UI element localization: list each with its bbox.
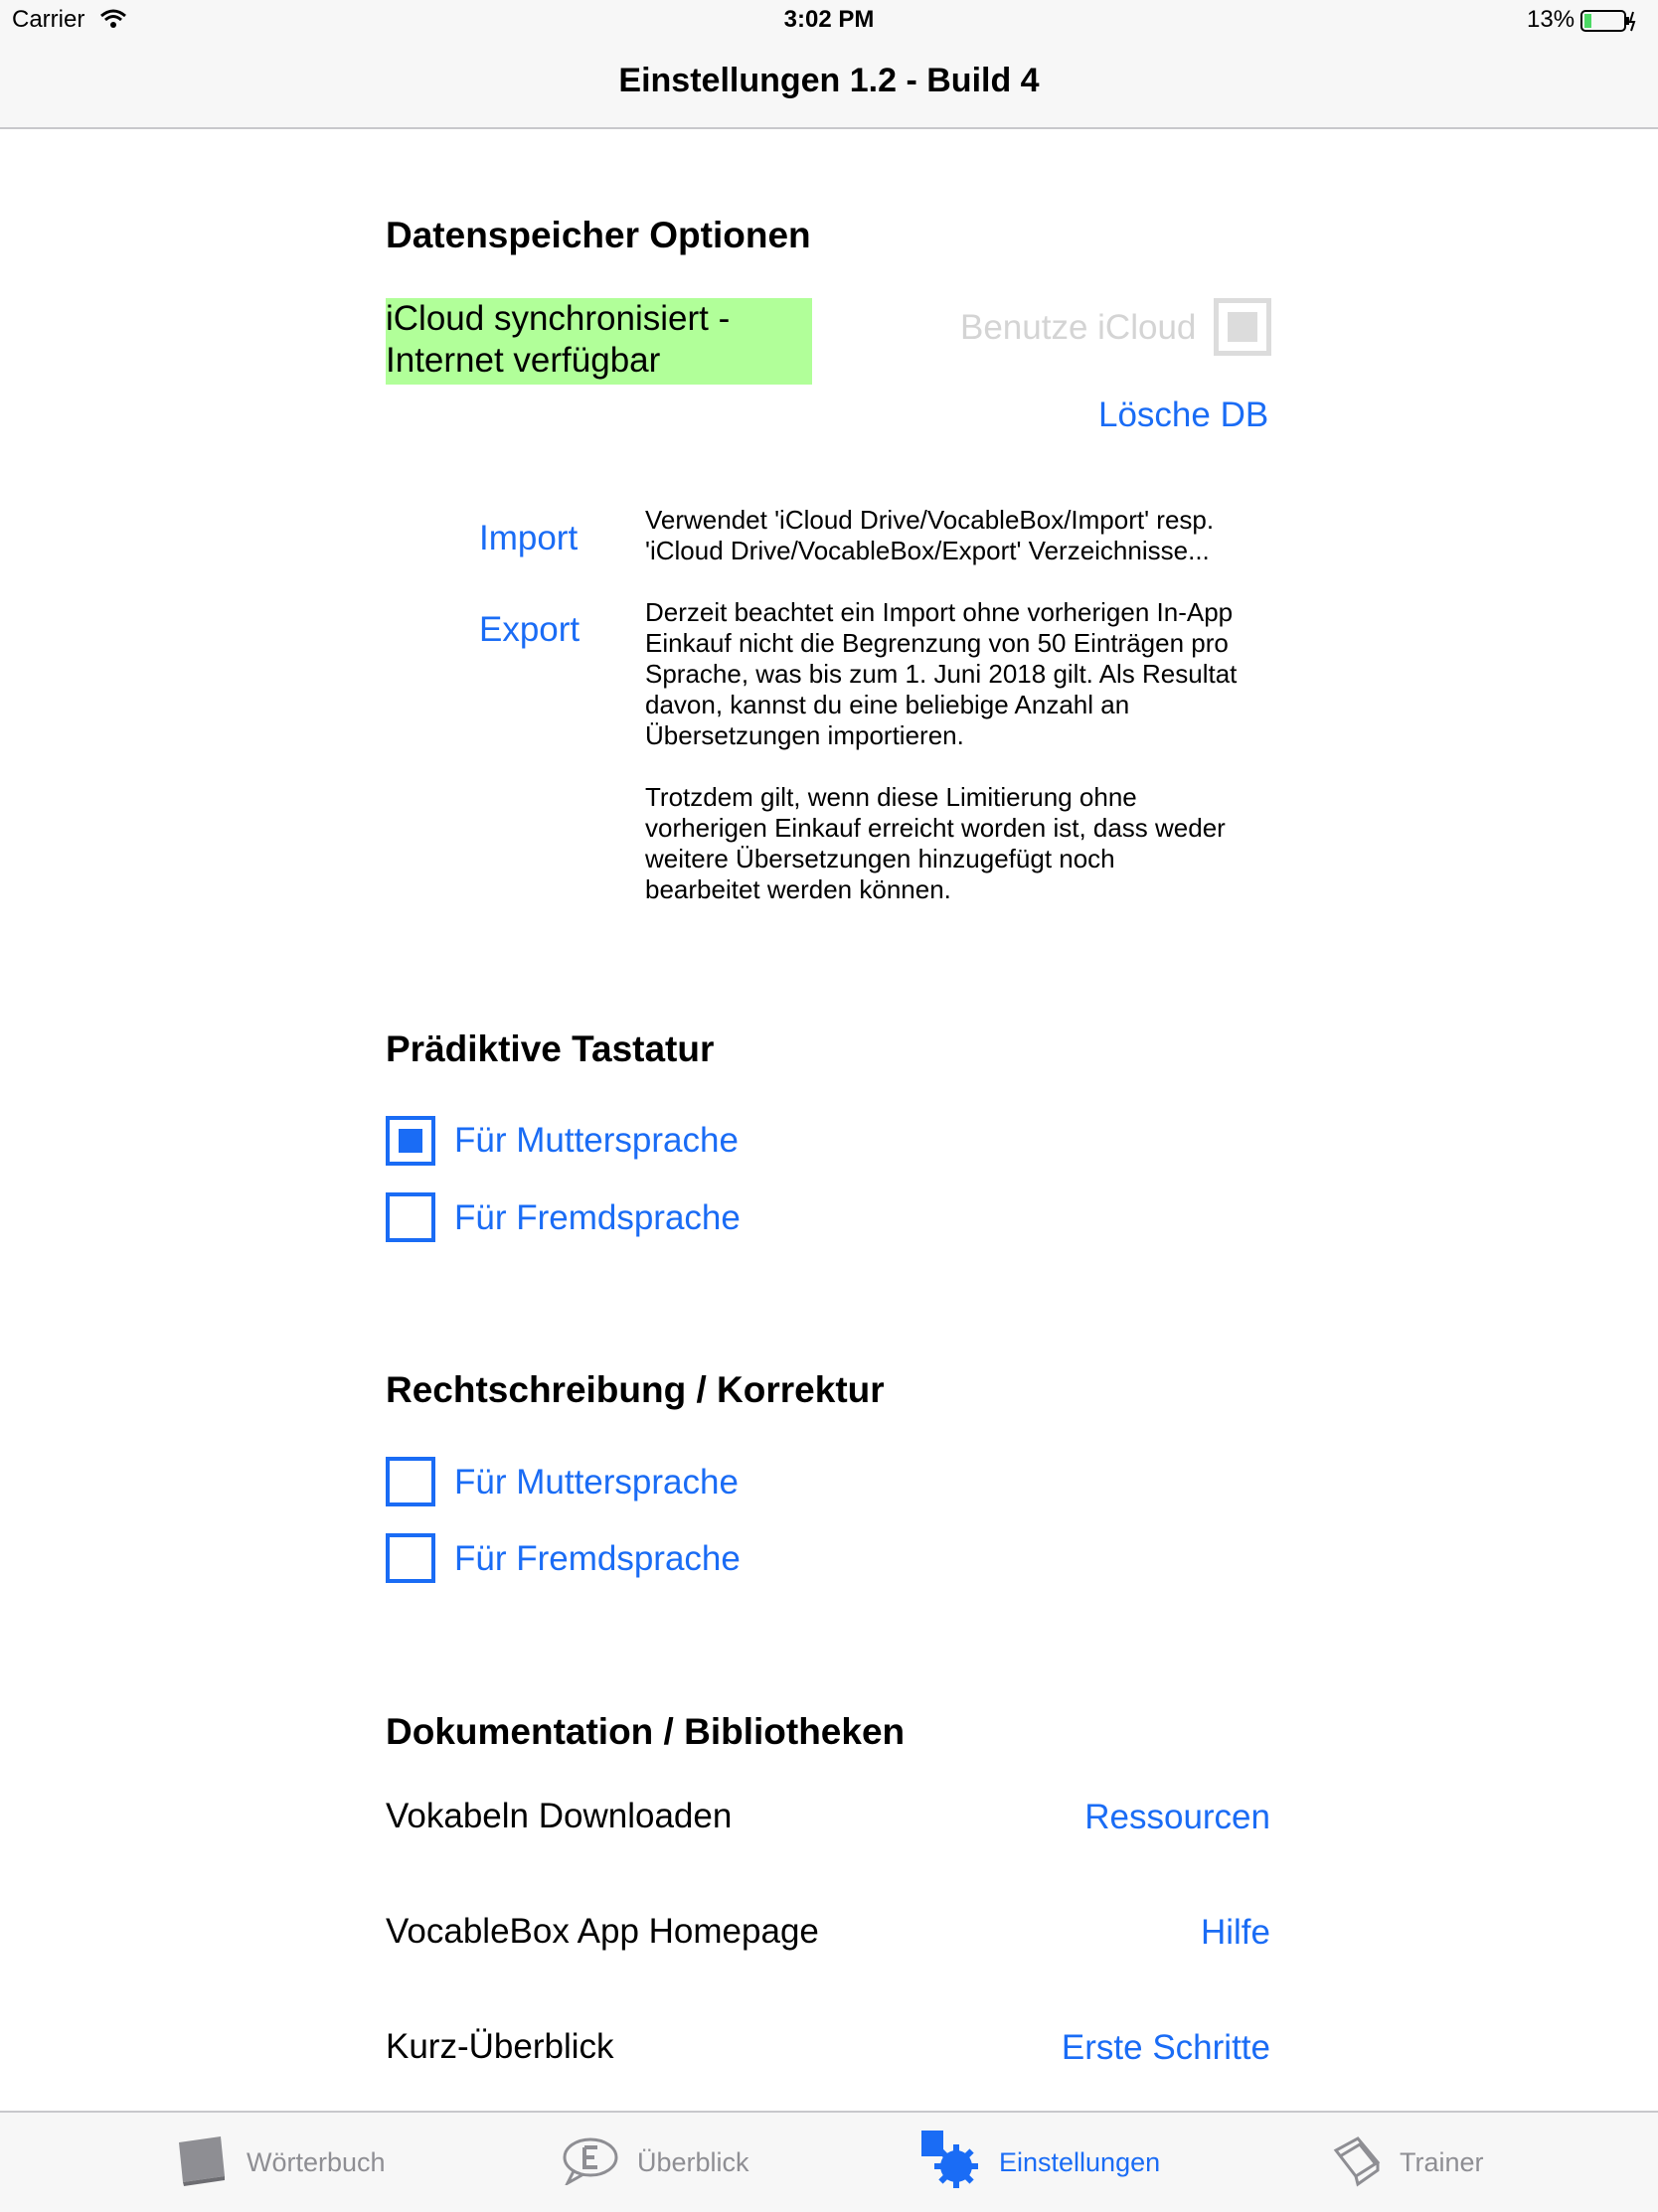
predictive-foreign-checkbox[interactable] [386, 1192, 435, 1242]
note-line: Trotzdem gilt, wenn diese Limitierung ohne [645, 782, 1137, 812]
spelling-section-title: Rechtschreibung / Korrektur [386, 1369, 885, 1410]
docs-row-label: Kurz-Überblick [386, 2027, 614, 2066]
tab-trainer[interactable] [1332, 2113, 1484, 2212]
predictive-native-label[interactable]: Für Muttersprache [454, 1121, 739, 1160]
use-icloud-label: Benutze iCloud [960, 308, 1197, 347]
sync-status-line1: iCloud synchronisiert - [386, 299, 731, 338]
use-icloud-checkbox[interactable] [1214, 298, 1271, 356]
tab-bar [0, 2111, 1658, 2212]
tab-settings-label: Einstellungen [999, 2146, 1161, 2177]
export-button[interactable]: Export [479, 610, 580, 649]
docs-row-label: Vokabeln Downloaden [386, 1797, 733, 1835]
sync-status-line2: Internet verfügbar [386, 341, 661, 380]
carrier-label: Carrier [12, 6, 85, 33]
page-title: Einstellungen 1.2 - Build 4 [618, 62, 1040, 99]
sync-status-badge [386, 298, 812, 385]
note-line: Derzeit beachtet ein Import ohne vorherigen In-App [645, 597, 1234, 627]
note-line: davon, kannst du eine beliebige Anzahl an [645, 690, 1130, 719]
delete-db-button[interactable]: Lösche DB [1098, 395, 1269, 434]
status-bar [0, 0, 1658, 40]
spelling-native-checkbox[interactable] [386, 1457, 435, 1506]
spelling-foreign-checkbox[interactable] [386, 1533, 435, 1583]
resources-link[interactable]: Ressourcen [1084, 1798, 1270, 1836]
cards-icon [1332, 2133, 1382, 2193]
import-description-line: 'iCloud Drive/VocableBox/Export' Verzeichnisse... [645, 536, 1210, 565]
docs-section-title: Dokumentation / Bibliotheken [386, 1711, 906, 1752]
first-steps-link[interactable]: Erste Schritte [1061, 2028, 1270, 2067]
chat-bubble-icon [562, 2135, 619, 2190]
navigation-bar [0, 40, 1658, 129]
note-line: vorherigen Einkauf erreicht worden ist, dass weder [645, 813, 1226, 843]
tab-overview[interactable] [562, 2113, 749, 2212]
tab-trainer-label: Trainer [1400, 2146, 1484, 2177]
note-line: Übersetzungen importieren. [645, 720, 964, 750]
predictive-foreign-label[interactable]: Für Fremdsprache [454, 1198, 741, 1237]
note-line: bearbeitet werden können. [645, 874, 951, 904]
note-line: Sprache, was bis zum 1. Juni 2018 gilt. Als Resultat [645, 659, 1238, 689]
spelling-foreign-label[interactable]: Für Fremdsprache [454, 1539, 741, 1578]
spelling-native-label[interactable]: Für Muttersprache [454, 1463, 739, 1501]
import-limit-note [645, 597, 1291, 905]
battery-percent: 13% [1527, 6, 1575, 33]
note-line: weitere Übersetzungen hinzugefügt noch [645, 844, 1115, 873]
tab-overview-label: Überblick [637, 2146, 749, 2177]
predictive-section-title: Prädiktive Tastatur [386, 1028, 715, 1069]
gear-icon [919, 2129, 981, 2197]
book-icon [173, 2133, 229, 2193]
import-button[interactable]: Import [479, 519, 579, 557]
docs-row-label: VocableBox App Homepage [386, 1912, 819, 1951]
tab-settings[interactable] [919, 2113, 1160, 2212]
note-line: Einkauf nicht die Begrenzung von 50 Einträgen pro [645, 628, 1229, 658]
help-link[interactable]: Hilfe [1200, 1913, 1270, 1952]
tab-dictionary-label: Wörterbuch [247, 2146, 386, 2177]
tab-dictionary[interactable] [173, 2113, 386, 2212]
battery-icon [1580, 9, 1636, 38]
import-description-line: Verwendet 'iCloud Drive/VocableBox/Import' resp. [645, 505, 1215, 535]
clock: 3:02 PM [783, 6, 875, 33]
storage-section-title: Datenspeicher Optionen [386, 215, 811, 255]
import-description [645, 505, 1291, 566]
predictive-native-checkbox[interactable] [386, 1116, 435, 1166]
